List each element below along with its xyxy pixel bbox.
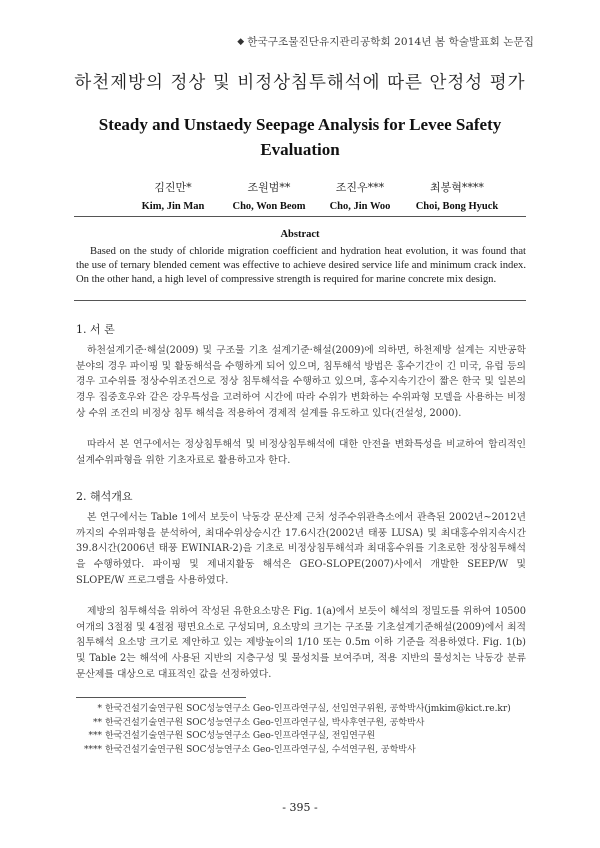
divider xyxy=(74,300,526,301)
author-4 xyxy=(402,179,512,212)
section-heading: 2. 해석개요 xyxy=(76,490,133,503)
paragraph: 본 연구에서는 Table 1에서 보듯이 낙동강 문산제 근처 성주수위관측소에서 관측된 2002년~2012년까지의 수위파형을 분석하여, 최대수위상승시간 17.6시간(2002년 태풍 LUSA) 및 최대홍수위지속시간 39.8시간(2006년 태풍 EWINIAR-2)을 기초로 비정상침투해석과 최대홍수위를 기초로한 정상침투해석을 수행하였다. 파이핑 및 제내지활동 해석은 GEO-SLOPE(2007)사에서 개발한 SEEP/W 및 SLOPE/W 프로그램을 사용하였다. xyxy=(76,512,526,586)
footnote: *** 한국건설기술연구원 SOC성능연구소 Geo-인프라연구실, 전임연구원 xyxy=(88,731,376,742)
footnotes xyxy=(76,703,536,757)
footnote: ** 한국건설기술연구원 SOC성능연구소 Geo-인프라연구실, 박사후연구원, 공학박사 xyxy=(93,717,425,728)
footnote-divider xyxy=(76,697,246,698)
running-header xyxy=(237,34,534,49)
footnote: **** 한국건설기술연구원 SOC성능연구소 Geo-인프라연구실, 수석연구원, 공학박사 xyxy=(84,744,416,755)
author-name-english: Kim, Jin Man xyxy=(141,201,205,212)
author-name-english: Cho, Jin Woo xyxy=(329,201,391,212)
diamond-icon: ◆ xyxy=(237,36,245,47)
divider xyxy=(74,216,526,217)
running-header-text: 한국구조물진단유지관리공학회 2014년 봄 학술발표회 논문집 xyxy=(247,36,534,48)
author-3 xyxy=(305,179,415,212)
page-number: - 395 - xyxy=(282,801,318,814)
abstract-heading: Abstract xyxy=(280,229,320,240)
author-name-english: Choi, Bong Hyuck xyxy=(415,201,499,212)
footnote: * 한국건설기술연구원 SOC성능연구소 Geo-인프라연구실, 선임연구위원, 공학박사(jmkim@kict.re.kr) xyxy=(97,704,511,714)
author-name-korean: 조원범** xyxy=(247,181,291,194)
author-name-korean: 김진만* xyxy=(154,181,192,194)
paragraph: 하천설계기준·해설(2009) 및 구조물 기초 설계기준·해설(2009)에 의하면, 하천제방 설계는 지반공학분야의 경우 파이핑 및 활동해석을 수행하게 되어 있으며, 침투해석 방법은 홍수기간이 긴 미국, 유럽 등의 경우 고수위를 정상수위조건으로 정상 침투해석을 수행하고 있으며, 홍수지속기간이 짧은 한국 및 일본의 경우 집중호우와 같은 강우특성을 고려하여 시간에 따라 수위가 변화하는 수위파형 모델을 사용하는 비정상 수위 조건의 비정상 침투 해석을 적용하여 경제적 설계를 유도하고 있다(건설성, 2000). xyxy=(76,345,526,419)
author-1 xyxy=(118,179,228,212)
section-heading: 1. 서 론 xyxy=(76,323,115,336)
paragraph: 제방의 침투해석을 위하여 작성된 유한요소망은 Fig. 1(a)에서 보듯이 해석의 정밀도를 위하여 10500여개의 3절점 및 4절점 평면요소로 구성되며, 요소망의 크기는 구조물 기초설계기준해설(2009)에서 최적 침투해석 요소망 크기로 제안하고 있는 제방높이의 1/10 또는 0.5m 이하 기준을 적용하였다. Fig. 1(b) 및 Table 2는 해석에 사용된 지반의 지층구성 및 물성치를 보여주며, 적용 지반의 물성치는 낙동강 분류 문산제를 대상으로 대표적인 값을 선정하였다. xyxy=(76,606,526,680)
author-name-english: Cho, Won Beom xyxy=(232,201,306,212)
author-name-korean: 조진우*** xyxy=(335,181,385,194)
author-name-korean: 최봉혁**** xyxy=(430,181,484,194)
title-english: Steady and Unstaedy Seepage Analysis for Levee Safety Evaluation xyxy=(98,115,502,159)
title-korean: 하천제방의 정상 및 비정상침투해석에 따른 안정성 평가 xyxy=(74,73,526,93)
abstract-body: Based on the study of chloride migration coefficient and hydration heat evolution, it was found that the use of ternary blended cement was effective to achieve desired service life and minimum crack index. On the other hand, a high level of compressive strength is required for marine concrete mix design. xyxy=(76,246,526,286)
paragraph: 따라서 본 연구에서는 정상침투해석 및 비정상침투해석에 대한 안전율 변화특성을 비교하여 합리적인 설계수위파형을 위한 기초자료로 활용하고자 한다. xyxy=(76,439,526,466)
